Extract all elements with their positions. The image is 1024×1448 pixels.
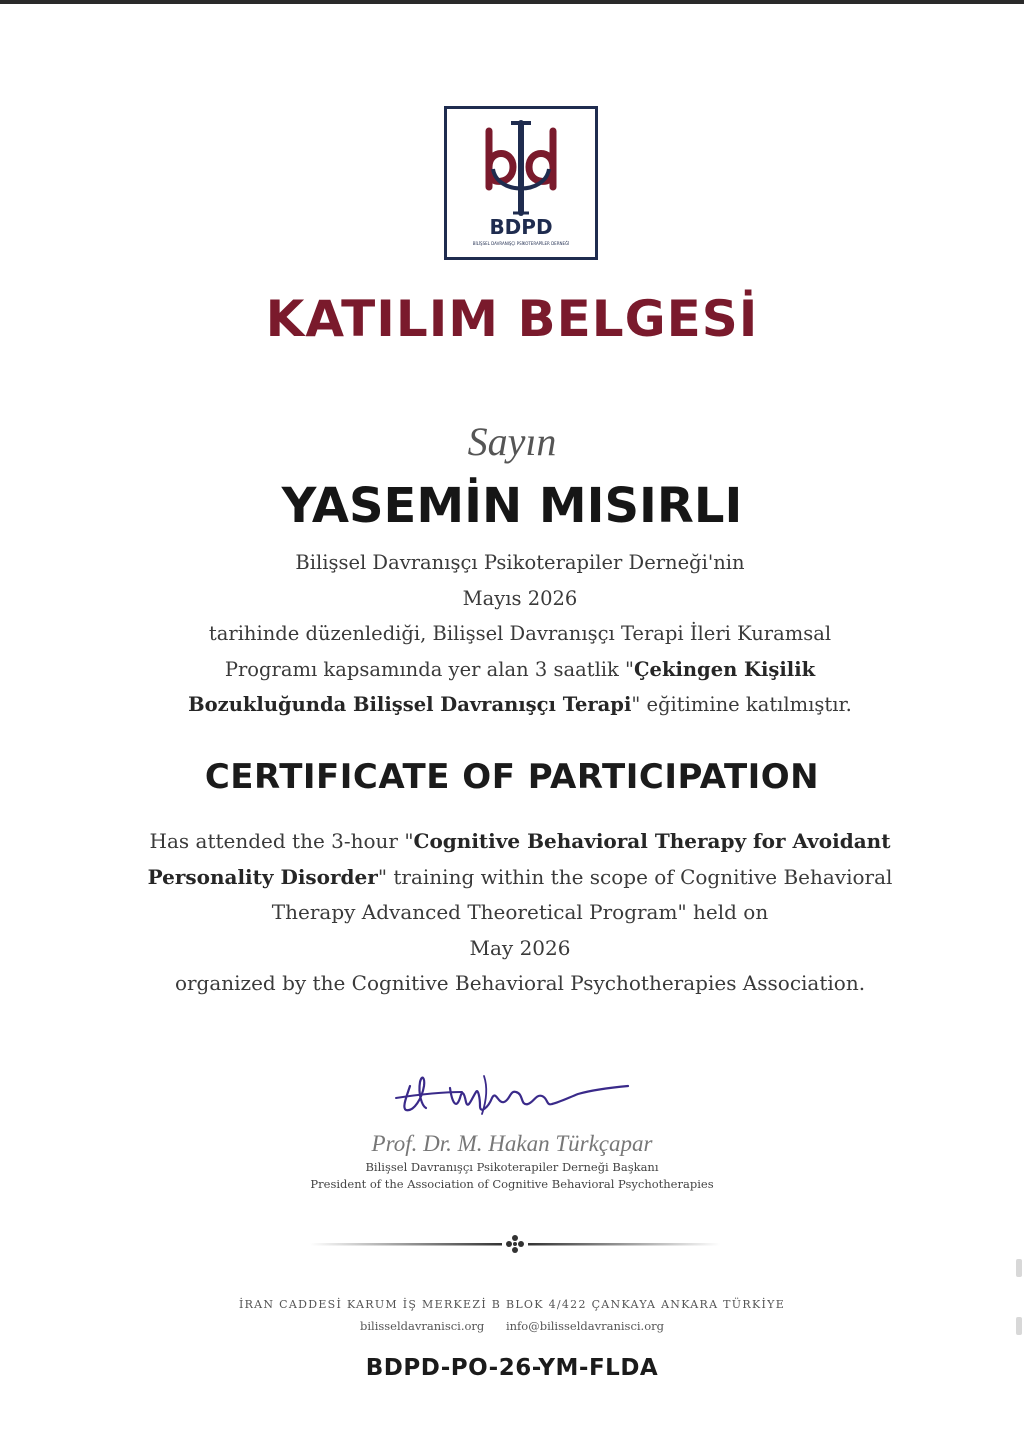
body-tr-line-1: Bilişsel Davranışçı Psikoterapiler Derneği'nin bbox=[295, 551, 745, 574]
footer-contacts bbox=[0, 1319, 1024, 1333]
certificate-body-tr bbox=[120, 545, 920, 723]
footer-email: info@bilisseldavranisci.org bbox=[505, 1319, 664, 1333]
body-tr-line-3: tarihinde düzenlediği, Bilişsel Davranışçı Terapi İleri Kuramsal bbox=[208, 622, 832, 645]
bdpd-logo bbox=[444, 106, 598, 260]
certificate-body-en bbox=[100, 824, 940, 1002]
signer-role-en: President of the Association of Cognitive Behavioral Psychotherapies bbox=[310, 1177, 714, 1191]
logo-abbr: BDPD bbox=[489, 215, 553, 239]
body-en-date: May 2026 bbox=[469, 935, 571, 960]
signature bbox=[392, 1058, 652, 1120]
ornamental-divider bbox=[310, 1234, 720, 1254]
body-en-line-1-pre: Has attended the 3-hour " bbox=[149, 829, 414, 853]
certificate-title-tr: KATILIM BELGESİ bbox=[265, 290, 759, 348]
certificate-title-en: CERTIFICATE OF PARTICIPATION bbox=[204, 757, 820, 797]
course-title-tr-part-1: Çekingen Kişilik bbox=[634, 657, 816, 681]
course-title-en-part-2: Personality Disorder bbox=[147, 864, 378, 889]
course-title-tr-part-2: Bozukluğunda Bilişsel Davranışçı Terapi bbox=[188, 693, 632, 716]
body-en-line-2 bbox=[100, 860, 940, 896]
footer-address: İRAN CADDESİ KARUM İŞ MERKEZİ B BLOK 4/422 ÇANKAYA ANKARA TÜRKİYE bbox=[238, 1298, 786, 1311]
signer-name: Prof. Dr. M. Hakan Türkçapar bbox=[371, 1131, 653, 1156]
body-tr-line-4-pre: Programı kapsamında yer alan 3 saatlik " bbox=[224, 657, 635, 681]
footer-website: bilisseldavranisci.org bbox=[359, 1319, 485, 1333]
body-tr-line-5 bbox=[120, 687, 920, 723]
recipient-name: YASEMİN MISIRLI bbox=[281, 478, 743, 534]
body-en-line-5: organized by the Cognitive Behavioral Psychotherapies Association. bbox=[174, 971, 866, 995]
certificate-code: BDPD-PO-26-YM-FLDA bbox=[365, 1355, 659, 1381]
body-tr-line-5-post: " eğitimine katılmıştır. bbox=[631, 693, 852, 716]
divider-ornament-icon bbox=[506, 1235, 524, 1253]
body-en-line-3: Therapy Advanced Theoretical Program" held on bbox=[271, 900, 769, 924]
body-tr-line-4 bbox=[120, 652, 920, 688]
body-tr-date: Mayıs 2026 bbox=[462, 586, 578, 610]
signer-role-tr: Bilişsel Davranışçı Psikoterapiler Derneği Başkanı bbox=[365, 1160, 659, 1174]
body-en-line-2-post: " training within the scope of Cognitive Behavioral bbox=[377, 864, 893, 889]
course-title-en-part-1: Cognitive Behavioral Therapy for Avoidant bbox=[413, 829, 891, 853]
salutation: Sayın bbox=[467, 419, 557, 464]
bdpd-logo-emblem bbox=[447, 109, 595, 257]
top-edge-bar bbox=[0, 0, 1024, 4]
body-en-line-1 bbox=[100, 824, 940, 860]
logo-subtitle: BİLİŞSEL DAVRANIŞÇI PSİKOTERAPİLER DERNEĞİ bbox=[472, 241, 570, 246]
